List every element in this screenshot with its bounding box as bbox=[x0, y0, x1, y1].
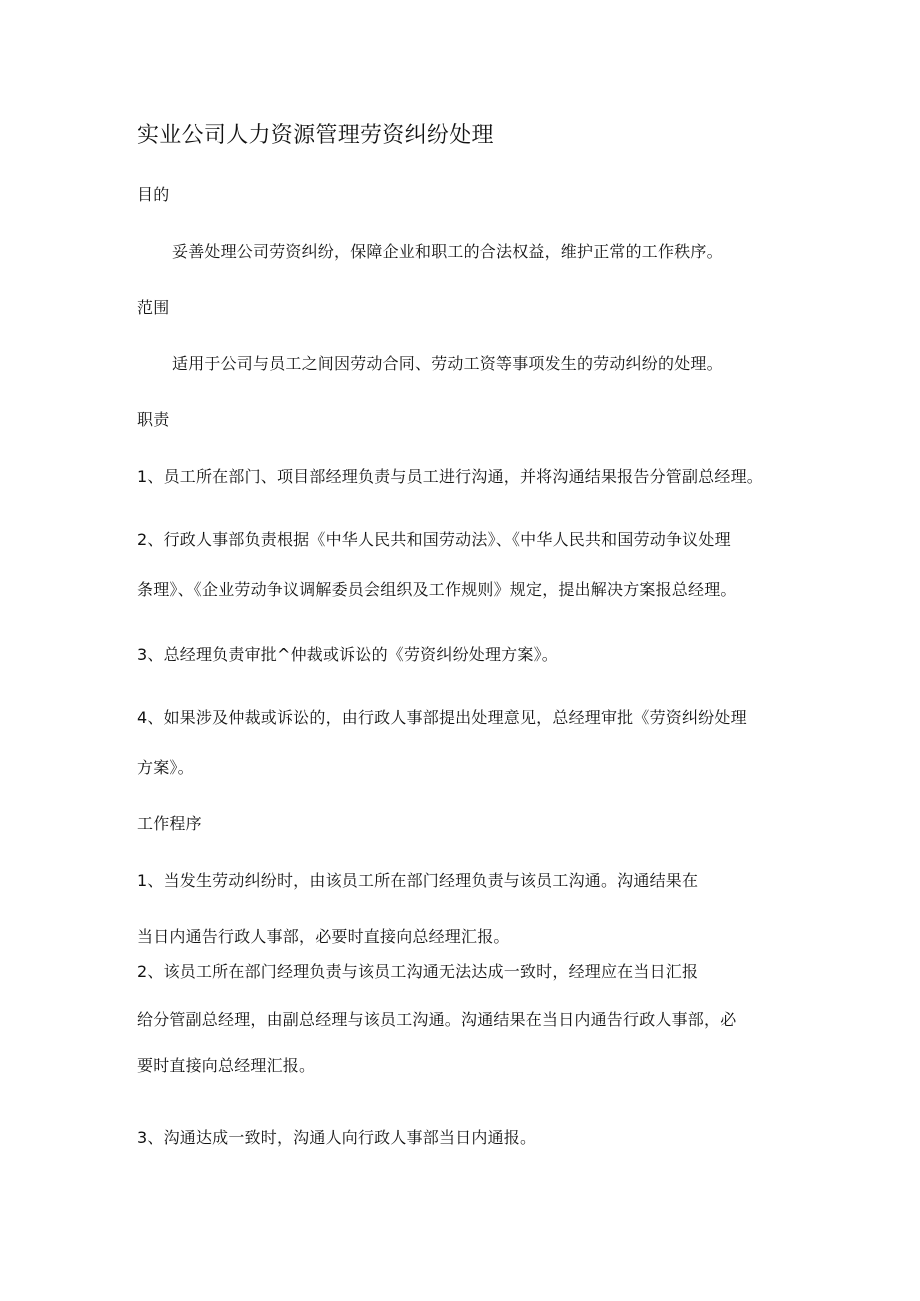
procedure-line-4: 给分管副总经理，由副总经理与该员工沟通。沟通结果在当日内通告行政人事部，必 bbox=[137, 1010, 737, 1029]
procedure-line-5: 要时直接向总经理汇报。 bbox=[137, 1056, 316, 1075]
section-body-scope: 适用于公司与员工之间因劳动合同、劳动工资等事项发生的劳动纠纷的处理。 bbox=[172, 354, 723, 373]
section-heading-scope: 范围 bbox=[137, 298, 170, 317]
duties-line-4: 3、总经理负责审批^仲裁或诉讼的《劳资纠纷处理方案》。 bbox=[137, 645, 558, 664]
duties-line-1: 1、员工所在部门、项目部经理负责与员工进行沟通，并将沟通结果报告分管副总经理。 bbox=[137, 467, 763, 486]
document-title: 实业公司人力资源管理劳资纠纷处理 bbox=[137, 123, 494, 148]
section-heading-procedure: 工作程序 bbox=[137, 814, 202, 833]
procedure-line-3: 2、该员工所在部门经理负责与该员工沟通无法达成一致时，经理应在当日汇报 bbox=[137, 962, 699, 981]
section-heading-duties: 职责 bbox=[137, 410, 170, 429]
duties-line-3: 条理》、《企业劳动争议调解委员会组织及工作规则》规定，提出解决方案报总经理。 bbox=[137, 580, 737, 599]
section-body-purpose: 妥善处理公司劳资纠纷，保障企业和职工的合法权益，维护正常的工作秩序。 bbox=[172, 242, 723, 261]
procedure-line-6: 3、沟通达成一致时，沟通人向行政人事部当日内通报。 bbox=[137, 1128, 537, 1147]
procedure-line-2: 当日内通告行政人事部，必要时直接向总经理汇报。 bbox=[137, 927, 510, 946]
duties-line-2: 2、行政人事部负责根据《中华人民共和国劳动法》、《中华人民共和国劳动争议处理 bbox=[137, 530, 731, 549]
duties-line-6: 方案》。 bbox=[137, 758, 194, 777]
duties-line-5: 4、如果涉及仲裁或诉讼的，由行政人事部提出处理意见，总经理审批《劳资纠纷处理 bbox=[137, 708, 747, 727]
procedure-line-1: 1、当发生劳动纠纷时，由该员工所在部门经理负责与该员工沟通。沟通结果在 bbox=[137, 871, 699, 890]
section-heading-purpose: 目的 bbox=[137, 185, 170, 204]
